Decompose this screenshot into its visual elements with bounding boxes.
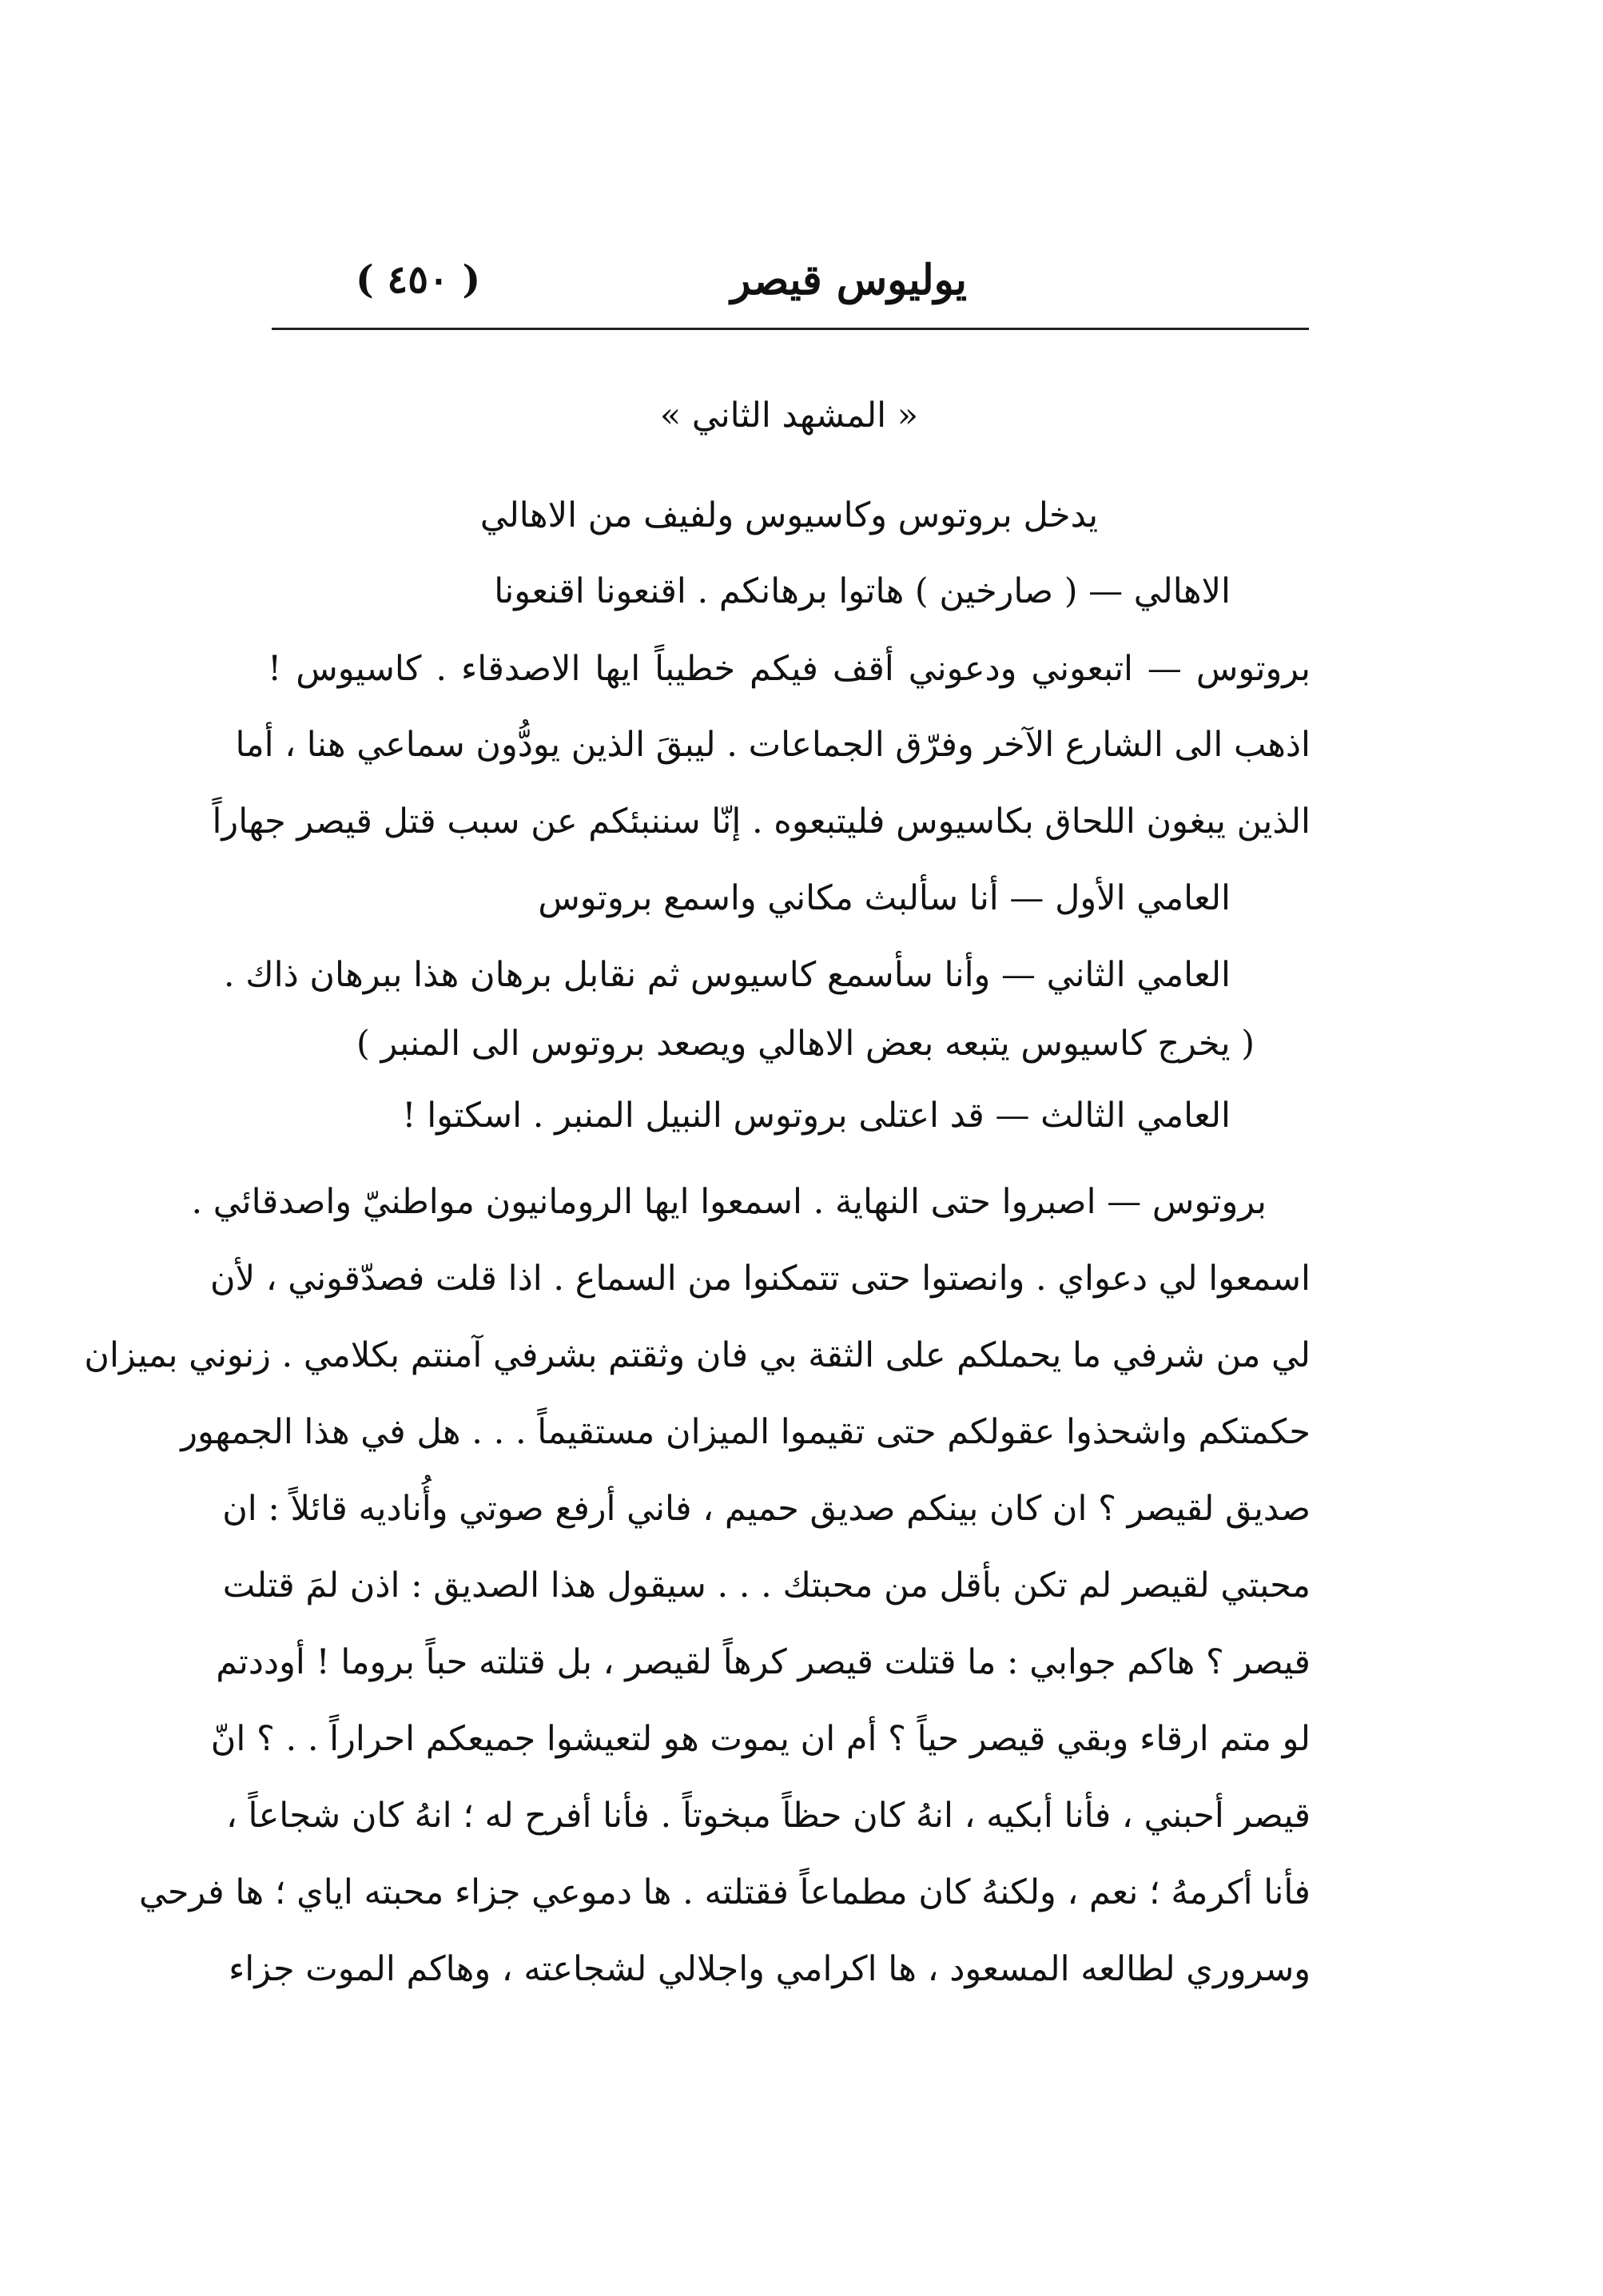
running-header (272, 256, 1303, 312)
text-line: العامي الأول — أنا سألبث مكاني واسمع بروتوس (538, 878, 1231, 918)
page-number: ( ٤٥٠ ) (356, 257, 481, 302)
stage-direction: يدخل بروتوس وكاسيوس ولفيف من الاهالي (479, 495, 1099, 535)
text-line: لي من شرفي ما يحملكم على الثقة بي فان وثقتم بشرفي آمنتم بكلامي . زنوني بميزان (84, 1335, 1311, 1375)
text-line: محبتي لقيصر لم تكن بأقل من محبتك . . . سيقول هذا الصديق : اذن لمَ قتلت (222, 1566, 1311, 1606)
text-line: لو متم ارقاء وبقي قيصر حياً ؟ أم ان يموت هو لتعيشوا جميعكم احراراً . . ؟ انّ (210, 1719, 1311, 1759)
text-line: اسمعوا لي دعواي . وانصتوا حتى تتمكنوا من السماع . اذا قلت فصدّقوني ، لأن (209, 1259, 1311, 1299)
text-line: بروتوس — اصبروا حتى النهاية . اسمعوا ايها الرومانيون مواطنيّ واصدقائي . (191, 1182, 1267, 1222)
text-line: قيصر أحبني ، فأنا أبكيه ، انهُ كان حظاً مبخوتاً . فأنا أفرح له ؛ انهُ كان شجاعاً ، (225, 1796, 1311, 1836)
text-line: قيصر ؟ هاكم جوابي : ما قتلت قيصر كرهاً لقيصر ، بل قتلته حباً بروما ! أوددتم (216, 1642, 1311, 1682)
text-line: العامي الثاني — وأنا سأسمع كاسيوس ثم نقابل برهان هذا ببرهان ذاك . (223, 955, 1231, 995)
text-line: حكمتكم واشحذوا عقولكم حتى تقيموا الميزان مستقيماً . . . هل في هذا الجمهور (181, 1412, 1311, 1452)
text-line: فأنا أكرمهُ ؛ نعم ، ولكنهُ كان مطماعاً فقتلته . ها دموعي جزاء محبته اياي ؛ ها فرحي (139, 1872, 1311, 1912)
scene-title: « المشهد الثاني » (659, 396, 919, 436)
text-line: العامي الثالث — قد اعتلى بروتوس النبيل المنبر . اسكتوا ! (402, 1096, 1231, 1136)
text-line: اذهب الى الشارع الآخر وفرّق الجماعات . ليبقَ الذين يودُّون سماعي هنا ، أما (235, 725, 1311, 765)
text-line: صديق لقيصر ؟ ان كان بينكم صديق حميم ، فاني أرفع صوتي وأُناديه قائلاً : ان (222, 1489, 1311, 1529)
header-rule (272, 328, 1309, 330)
text-line: الذين يبغون اللحاق بكاسيوس فليتبعوه . إنّا سننبئكم عن سبب قتل قيصر جهاراً (212, 802, 1311, 842)
stage-direction-inline: ( يخرج كاسيوس يتبعه بعض الاهالي ويصعد بروتوس الى المنبر ) (356, 1024, 1255, 1064)
text-line: وسروري لطالعه المسعود ، ها اكرامي واجلالي لشجاعته ، وهاكم الموت جزاء (229, 1949, 1311, 1989)
text-line: الاهالي — ( صارخين ) هاتوا برهانكم . اقنعونا اقنعونا (494, 571, 1231, 611)
text-line: بروتوس — اتبعوني ودعوني أقف فيكم خطيباً ايها الاصدقاء . كاسيوس ! (268, 649, 1311, 689)
running-title: يوليوس قيصر (730, 256, 967, 304)
